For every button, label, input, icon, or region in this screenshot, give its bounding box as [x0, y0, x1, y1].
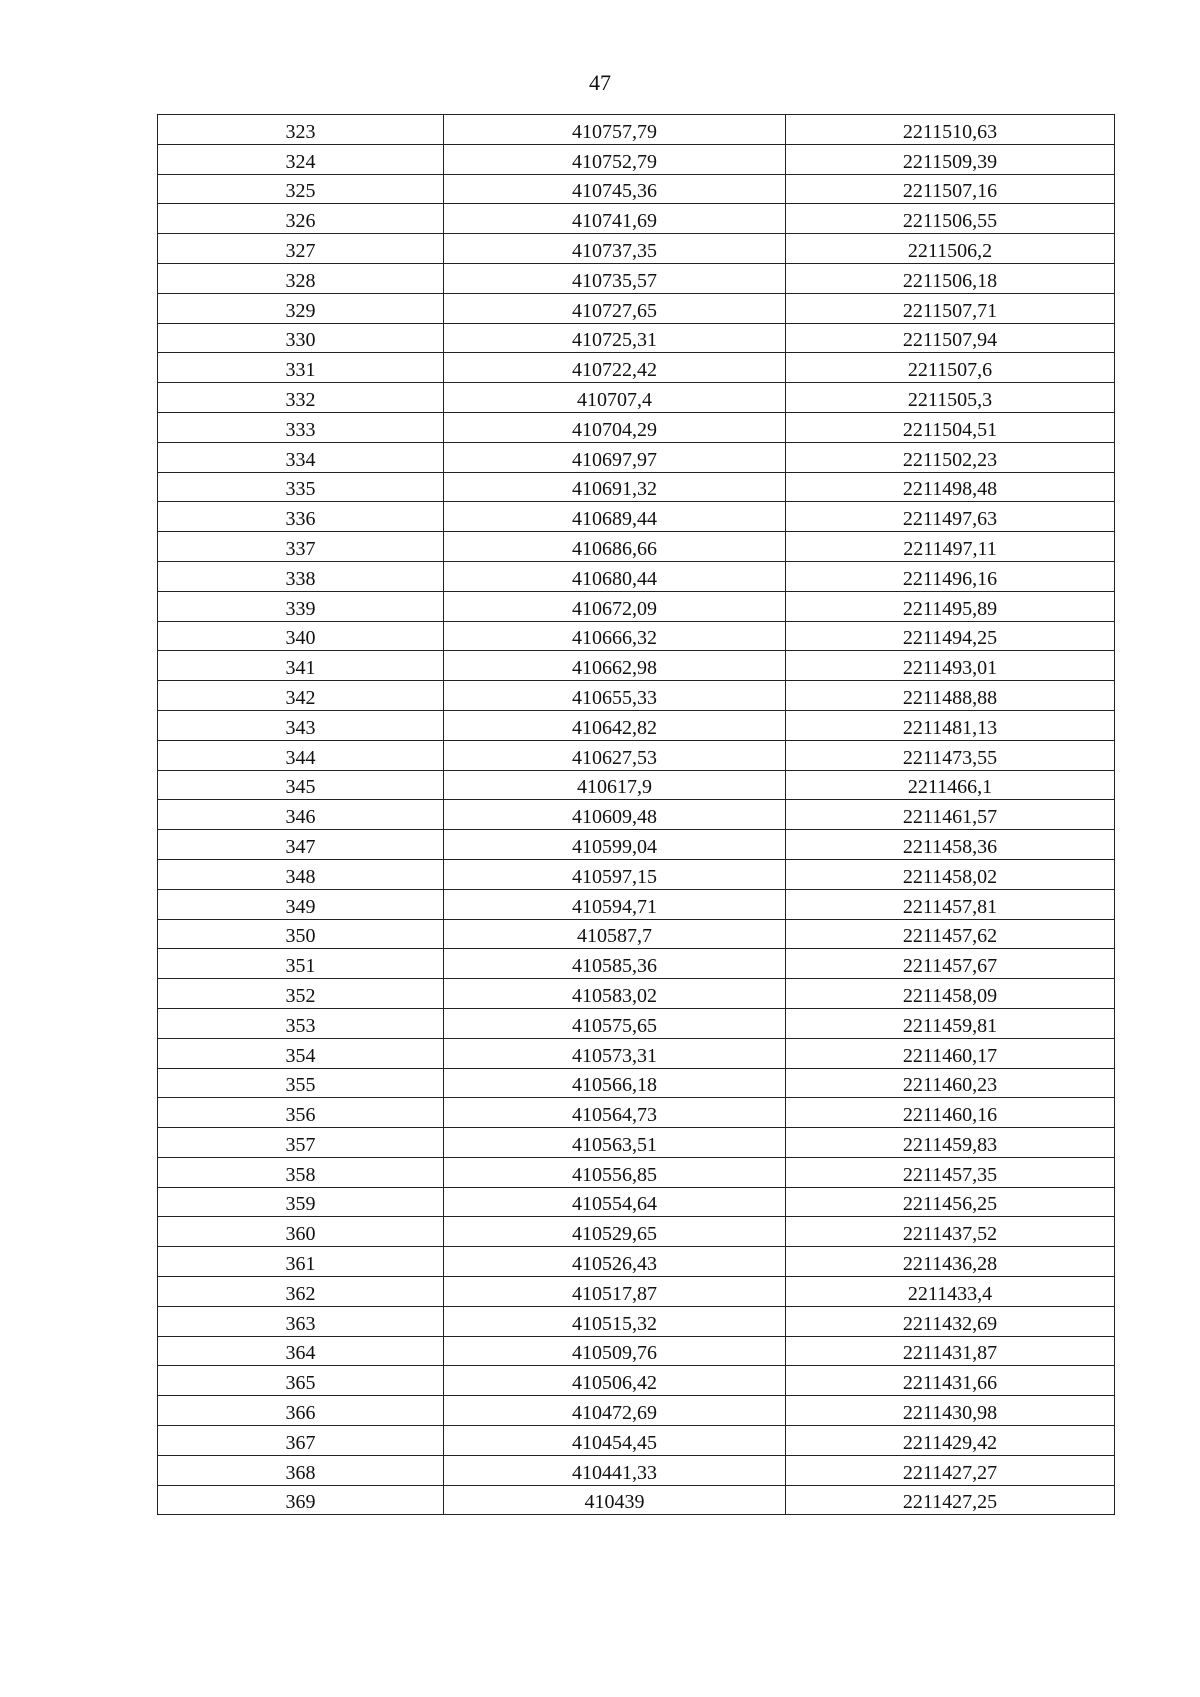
- x-coordinate-cell: 410707,4: [444, 383, 786, 413]
- y-coordinate-cell: 2211507,16: [786, 174, 1115, 204]
- x-coordinate-cell: 410594,71: [444, 889, 786, 919]
- y-coordinate-cell: 2211427,25: [786, 1485, 1115, 1515]
- table-row: [158, 561, 1115, 591]
- table-row: [158, 591, 1115, 621]
- x-coordinate-cell: 410727,65: [444, 293, 786, 323]
- y-coordinate-cell: 2211459,83: [786, 1128, 1115, 1158]
- y-coordinate-cell: 2211509,39: [786, 144, 1115, 174]
- x-coordinate-cell: 410454,45: [444, 1426, 786, 1456]
- point-number-cell: 336: [158, 502, 444, 532]
- y-coordinate-cell: 2211473,55: [786, 740, 1115, 770]
- y-coordinate-cell: 2211504,51: [786, 412, 1115, 442]
- point-number-cell: 366: [158, 1396, 444, 1426]
- table-row: [158, 383, 1115, 413]
- x-coordinate-cell: 410735,57: [444, 263, 786, 293]
- table-row: [158, 293, 1115, 323]
- point-number-cell: 363: [158, 1306, 444, 1336]
- x-coordinate-cell: 410583,02: [444, 979, 786, 1009]
- point-number-cell: 358: [158, 1157, 444, 1187]
- y-coordinate-cell: 2211493,01: [786, 651, 1115, 681]
- x-coordinate-cell: 410506,42: [444, 1366, 786, 1396]
- x-coordinate-cell: 410655,33: [444, 681, 786, 711]
- table-row: [158, 710, 1115, 740]
- table-row: [158, 919, 1115, 949]
- table-row: [158, 979, 1115, 1009]
- point-number-cell: 325: [158, 174, 444, 204]
- y-coordinate-cell: 2211507,94: [786, 323, 1115, 353]
- x-coordinate-cell: 410745,36: [444, 174, 786, 204]
- x-coordinate-cell: 410725,31: [444, 323, 786, 353]
- table-row: [158, 681, 1115, 711]
- x-coordinate-cell: 410563,51: [444, 1128, 786, 1158]
- x-coordinate-cell: 410526,43: [444, 1247, 786, 1277]
- y-coordinate-cell: 2211507,71: [786, 293, 1115, 323]
- table-row: [158, 1366, 1115, 1396]
- point-number-cell: 342: [158, 681, 444, 711]
- table-row: [158, 740, 1115, 770]
- x-coordinate-cell: 410585,36: [444, 949, 786, 979]
- x-coordinate-cell: 410752,79: [444, 144, 786, 174]
- point-number-cell: 367: [158, 1426, 444, 1456]
- x-coordinate-cell: 410757,79: [444, 115, 786, 145]
- table-row: [158, 502, 1115, 532]
- point-number-cell: 347: [158, 830, 444, 860]
- x-coordinate-cell: 410642,82: [444, 710, 786, 740]
- table-row: [158, 949, 1115, 979]
- x-coordinate-cell: 410686,66: [444, 532, 786, 562]
- point-number-cell: 344: [158, 740, 444, 770]
- x-coordinate-cell: 410704,29: [444, 412, 786, 442]
- table-row: [158, 353, 1115, 383]
- table-row: [158, 621, 1115, 651]
- point-number-cell: 332: [158, 383, 444, 413]
- point-number-cell: 353: [158, 1008, 444, 1038]
- point-number-cell: 324: [158, 144, 444, 174]
- point-number-cell: 361: [158, 1247, 444, 1277]
- table-row: [158, 263, 1115, 293]
- y-coordinate-cell: 2211494,25: [786, 621, 1115, 651]
- x-coordinate-cell: 410617,9: [444, 770, 786, 800]
- x-coordinate-cell: 410599,04: [444, 830, 786, 860]
- table-row: [158, 234, 1115, 264]
- x-coordinate-cell: 410573,31: [444, 1038, 786, 1068]
- y-coordinate-cell: 2211432,69: [786, 1306, 1115, 1336]
- point-number-cell: 323: [158, 115, 444, 145]
- point-number-cell: 331: [158, 353, 444, 383]
- point-number-cell: 341: [158, 651, 444, 681]
- x-coordinate-cell: 410741,69: [444, 204, 786, 234]
- y-coordinate-cell: 2211429,42: [786, 1426, 1115, 1456]
- table-row: [158, 1157, 1115, 1187]
- table-row: [158, 1396, 1115, 1426]
- y-coordinate-cell: 2211433,4: [786, 1277, 1115, 1307]
- table-row: [158, 1008, 1115, 1038]
- x-coordinate-cell: 410575,65: [444, 1008, 786, 1038]
- table-row: [158, 144, 1115, 174]
- table-row: [158, 1217, 1115, 1247]
- y-coordinate-cell: 2211506,2: [786, 234, 1115, 264]
- x-coordinate-cell: 410439: [444, 1485, 786, 1515]
- table-row: [158, 323, 1115, 353]
- y-coordinate-cell: 2211436,28: [786, 1247, 1115, 1277]
- y-coordinate-cell: 2211457,81: [786, 889, 1115, 919]
- x-coordinate-cell: 410689,44: [444, 502, 786, 532]
- point-number-cell: 359: [158, 1187, 444, 1217]
- y-coordinate-cell: 2211460,16: [786, 1098, 1115, 1128]
- point-number-cell: 351: [158, 949, 444, 979]
- point-number-cell: 333: [158, 412, 444, 442]
- table-row: [158, 1277, 1115, 1307]
- x-coordinate-cell: 410609,48: [444, 800, 786, 830]
- point-number-cell: 369: [158, 1485, 444, 1515]
- y-coordinate-cell: 2211458,02: [786, 859, 1115, 889]
- y-coordinate-cell: 2211497,63: [786, 502, 1115, 532]
- y-coordinate-cell: 2211431,87: [786, 1336, 1115, 1366]
- table-row: [158, 770, 1115, 800]
- y-coordinate-cell: 2211460,17: [786, 1038, 1115, 1068]
- table-row: [158, 830, 1115, 860]
- point-number-cell: 340: [158, 621, 444, 651]
- point-number-cell: 348: [158, 859, 444, 889]
- y-coordinate-cell: 2211457,35: [786, 1157, 1115, 1187]
- point-number-cell: 368: [158, 1455, 444, 1485]
- x-coordinate-cell: 410441,33: [444, 1455, 786, 1485]
- point-number-cell: 337: [158, 532, 444, 562]
- x-coordinate-cell: 410529,65: [444, 1217, 786, 1247]
- x-coordinate-cell: 410564,73: [444, 1098, 786, 1128]
- point-number-cell: 327: [158, 234, 444, 264]
- point-number-cell: 360: [158, 1217, 444, 1247]
- table-row: [158, 174, 1115, 204]
- table-row: [158, 800, 1115, 830]
- y-coordinate-cell: 2211466,1: [786, 770, 1115, 800]
- x-coordinate-cell: 410597,15: [444, 859, 786, 889]
- y-coordinate-cell: 2211498,48: [786, 472, 1115, 502]
- y-coordinate-cell: 2211460,23: [786, 1068, 1115, 1098]
- y-coordinate-cell: 2211461,57: [786, 800, 1115, 830]
- table-row: [158, 532, 1115, 562]
- coordinates-table: [157, 114, 1115, 1515]
- point-number-cell: 365: [158, 1366, 444, 1396]
- y-coordinate-cell: 2211437,52: [786, 1217, 1115, 1247]
- table-row: [158, 442, 1115, 472]
- y-coordinate-cell: 2211488,88: [786, 681, 1115, 711]
- y-coordinate-cell: 2211496,16: [786, 561, 1115, 591]
- y-coordinate-cell: 2211431,66: [786, 1366, 1115, 1396]
- point-number-cell: 334: [158, 442, 444, 472]
- y-coordinate-cell: 2211459,81: [786, 1008, 1115, 1038]
- x-coordinate-cell: 410627,53: [444, 740, 786, 770]
- page-number: 47: [589, 70, 611, 95]
- point-number-cell: 335: [158, 472, 444, 502]
- table-row: [158, 1128, 1115, 1158]
- x-coordinate-cell: 410662,98: [444, 651, 786, 681]
- table-row: [158, 204, 1115, 234]
- table-row: [158, 1455, 1115, 1485]
- point-number-cell: 329: [158, 293, 444, 323]
- point-number-cell: 362: [158, 1277, 444, 1307]
- table-row: [158, 651, 1115, 681]
- point-number-cell: 338: [158, 561, 444, 591]
- y-coordinate-cell: 2211456,25: [786, 1187, 1115, 1217]
- table-row: [158, 1068, 1115, 1098]
- point-number-cell: 350: [158, 919, 444, 949]
- table-row: [158, 472, 1115, 502]
- point-number-cell: 349: [158, 889, 444, 919]
- point-number-cell: 339: [158, 591, 444, 621]
- table-row: [158, 1187, 1115, 1217]
- x-coordinate-cell: 410517,87: [444, 1277, 786, 1307]
- table-row: [158, 1247, 1115, 1277]
- point-number-cell: 343: [158, 710, 444, 740]
- table-row: [158, 412, 1115, 442]
- y-coordinate-cell: 2211457,62: [786, 919, 1115, 949]
- table-row: [158, 1426, 1115, 1456]
- x-coordinate-cell: 410587,7: [444, 919, 786, 949]
- table-row: [158, 1336, 1115, 1366]
- y-coordinate-cell: 2211506,18: [786, 263, 1115, 293]
- point-number-cell: 326: [158, 204, 444, 234]
- table-row: [158, 859, 1115, 889]
- x-coordinate-cell: 410554,64: [444, 1187, 786, 1217]
- point-number-cell: 355: [158, 1068, 444, 1098]
- table-row: [158, 1485, 1115, 1515]
- x-coordinate-cell: 410680,44: [444, 561, 786, 591]
- y-coordinate-cell: 2211458,36: [786, 830, 1115, 860]
- point-number-cell: 354: [158, 1038, 444, 1068]
- table-row: [158, 889, 1115, 919]
- y-coordinate-cell: 2211427,27: [786, 1455, 1115, 1485]
- x-coordinate-cell: 410697,97: [444, 442, 786, 472]
- y-coordinate-cell: 2211502,23: [786, 442, 1115, 472]
- x-coordinate-cell: 410472,69: [444, 1396, 786, 1426]
- table-row: [158, 1306, 1115, 1336]
- y-coordinate-cell: 2211507,6: [786, 353, 1115, 383]
- x-coordinate-cell: 410515,32: [444, 1306, 786, 1336]
- x-coordinate-cell: 410722,42: [444, 353, 786, 383]
- x-coordinate-cell: 410672,09: [444, 591, 786, 621]
- y-coordinate-cell: 2211506,55: [786, 204, 1115, 234]
- y-coordinate-cell: 2211495,89: [786, 591, 1115, 621]
- x-coordinate-cell: 410666,32: [444, 621, 786, 651]
- point-number-cell: 352: [158, 979, 444, 1009]
- x-coordinate-cell: 410691,32: [444, 472, 786, 502]
- point-number-cell: 356: [158, 1098, 444, 1128]
- point-number-cell: 330: [158, 323, 444, 353]
- table-row: [158, 115, 1115, 145]
- y-coordinate-cell: 2211497,11: [786, 532, 1115, 562]
- y-coordinate-cell: 2211481,13: [786, 710, 1115, 740]
- table-row: [158, 1098, 1115, 1128]
- x-coordinate-cell: 410556,85: [444, 1157, 786, 1187]
- y-coordinate-cell: 2211430,98: [786, 1396, 1115, 1426]
- point-number-cell: 346: [158, 800, 444, 830]
- x-coordinate-cell: 410509,76: [444, 1336, 786, 1366]
- x-coordinate-cell: 410737,35: [444, 234, 786, 264]
- y-coordinate-cell: 2211457,67: [786, 949, 1115, 979]
- point-number-cell: 328: [158, 263, 444, 293]
- coordinates-table-body: [158, 115, 1115, 1515]
- y-coordinate-cell: 2211510,63: [786, 115, 1115, 145]
- point-number-cell: 345: [158, 770, 444, 800]
- point-number-cell: 364: [158, 1336, 444, 1366]
- point-number-cell: 357: [158, 1128, 444, 1158]
- y-coordinate-cell: 2211458,09: [786, 979, 1115, 1009]
- x-coordinate-cell: 410566,18: [444, 1068, 786, 1098]
- table-row: [158, 1038, 1115, 1068]
- y-coordinate-cell: 2211505,3: [786, 383, 1115, 413]
